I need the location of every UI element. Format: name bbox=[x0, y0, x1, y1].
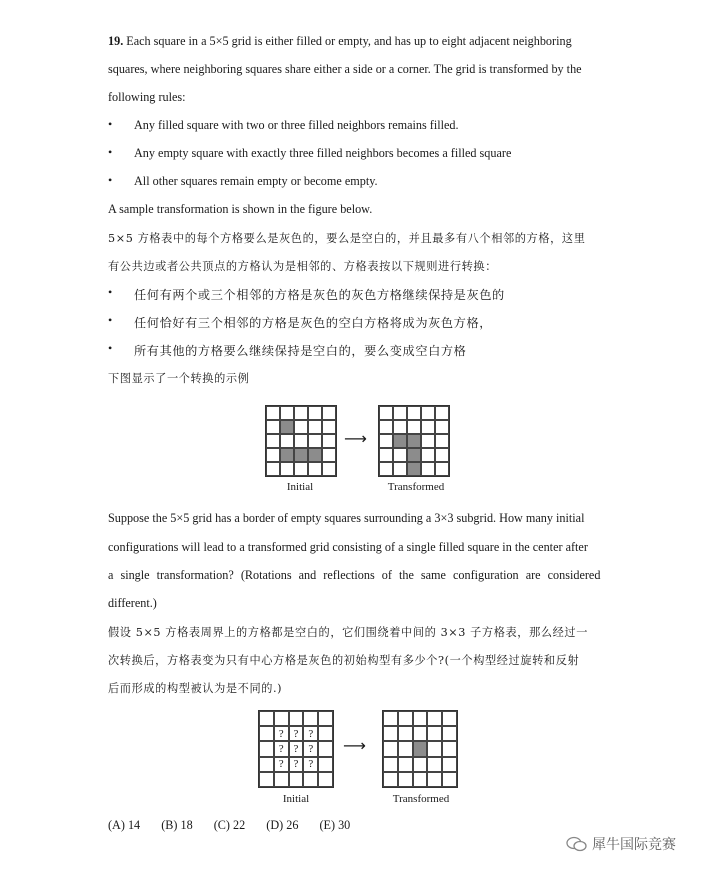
grid-cell bbox=[435, 434, 449, 448]
grid-cell bbox=[280, 406, 294, 420]
fig1-arrow: ⟶ bbox=[344, 429, 367, 448]
grid-cell bbox=[427, 741, 442, 756]
fig1-initial-grid bbox=[265, 405, 337, 477]
grid-cell bbox=[379, 420, 393, 434]
question-line-1: Suppose the 5×5 grid has a border of empty squares surrounding a 3×3 subgrid. How many initial bbox=[108, 511, 585, 525]
grid-cell bbox=[407, 448, 421, 462]
grid-cell: ? bbox=[303, 741, 318, 756]
grid-cell bbox=[421, 434, 435, 448]
grid-cell bbox=[442, 726, 457, 741]
grid-cell bbox=[289, 711, 304, 726]
grid-cell bbox=[259, 741, 274, 756]
grid-cell bbox=[303, 772, 318, 787]
grid-cell bbox=[442, 772, 457, 787]
grid-cell bbox=[383, 711, 398, 726]
grid-cell bbox=[413, 726, 428, 741]
grid-cell bbox=[421, 420, 435, 434]
grid-cell bbox=[383, 741, 398, 756]
grid-cell bbox=[435, 420, 449, 434]
grid-cell bbox=[280, 420, 294, 434]
grid-cell: ? bbox=[303, 757, 318, 772]
grid-cell bbox=[435, 406, 449, 420]
grid-cell bbox=[398, 757, 413, 772]
grid-cell bbox=[318, 726, 333, 741]
grid-cell: ? bbox=[274, 726, 289, 741]
grid-cell bbox=[383, 772, 398, 787]
grid-cell bbox=[274, 772, 289, 787]
grid-cell bbox=[259, 711, 274, 726]
grid-cell bbox=[379, 462, 393, 476]
zh-rule-1: 任何有两个或三个相邻的方格是灰色的灰色方格继续保持是灰色的 bbox=[134, 288, 505, 302]
fig2-initial-grid bbox=[258, 710, 334, 788]
sample-intro: A sample transformation is shown in the figure below. bbox=[108, 202, 373, 216]
zh-line-3: 下图显示了一个转换的示例 bbox=[108, 372, 250, 385]
bullet-1: • bbox=[108, 117, 113, 131]
grid-cell bbox=[280, 434, 294, 448]
grid-cell bbox=[398, 711, 413, 726]
grid-cell bbox=[259, 772, 274, 787]
grid-cell bbox=[322, 406, 336, 420]
grid-cell bbox=[407, 406, 421, 420]
grid-cell bbox=[413, 772, 428, 787]
fig2-transformed-caption: Transformed bbox=[392, 793, 450, 805]
rule-1: Any filled square with two or three filled neighbors remains filled. bbox=[134, 118, 459, 132]
grid-cell bbox=[294, 420, 308, 434]
problem-number: 19. bbox=[108, 34, 124, 48]
question-line-4: different.) bbox=[108, 596, 157, 610]
grid-cell bbox=[407, 420, 421, 434]
grid-cell bbox=[393, 406, 407, 420]
grid-cell bbox=[322, 420, 336, 434]
grid-cell bbox=[308, 462, 322, 476]
grid-cell bbox=[308, 434, 322, 448]
grid-cell bbox=[266, 434, 280, 448]
zh-question-line-1: 假设 5×5 方格表周界上的方格都是空白的，它们围绕着中间的 3×3 子方格表，那么经过一 bbox=[108, 626, 589, 639]
grid-cell bbox=[393, 420, 407, 434]
grid-cell bbox=[379, 434, 393, 448]
grid-cell bbox=[280, 448, 294, 462]
fig1-transformed-grid bbox=[378, 405, 450, 477]
grid-cell bbox=[398, 772, 413, 787]
zh-rule-2: 任何恰好有三个相邻的方格是灰色的空白方格将成为灰色方格， bbox=[134, 316, 493, 330]
grid-cell bbox=[259, 757, 274, 772]
grid-cell bbox=[266, 462, 280, 476]
grid-cell: ? bbox=[303, 726, 318, 741]
grid-cell bbox=[322, 434, 336, 448]
grid-cell bbox=[322, 448, 336, 462]
grid-cell bbox=[421, 462, 435, 476]
question-line-2: configurations will lead to a transformed grid consisting of a single filled square in the center after bbox=[108, 540, 588, 554]
grid-cell bbox=[308, 406, 322, 420]
choice-a[interactable]: (A) 14 bbox=[108, 818, 141, 832]
grid-cell bbox=[303, 711, 318, 726]
zh-bullet-2: • bbox=[108, 313, 113, 327]
fig2-transformed-grid bbox=[382, 710, 458, 788]
wechat-icon bbox=[566, 836, 588, 852]
problem-text: Each square in a 5×5 grid is either filled or empty, and has up to eight adjacent neighboring bbox=[126, 34, 572, 48]
zh-rule-3: 所有其他的方格要么继续保持是空白的，要么变成空白方格 bbox=[134, 344, 467, 358]
zh-question-line-3: 后而形成的构型被认为是不同的.) bbox=[108, 682, 283, 695]
rule-3: All other squares remain empty or become empty. bbox=[134, 174, 378, 188]
grid-cell: ? bbox=[289, 757, 304, 772]
grid-cell bbox=[294, 448, 308, 462]
grid-cell bbox=[294, 406, 308, 420]
grid-cell bbox=[435, 448, 449, 462]
grid-cell bbox=[289, 772, 304, 787]
grid-cell bbox=[266, 448, 280, 462]
grid-cell bbox=[379, 448, 393, 462]
grid-cell bbox=[398, 741, 413, 756]
grid-cell bbox=[259, 726, 274, 741]
choice-d[interactable]: (D) 26 bbox=[266, 818, 299, 832]
grid-cell bbox=[294, 462, 308, 476]
problem-line-3: following rules: bbox=[108, 90, 186, 104]
rule-2: Any empty square with exactly three filled neighbors becomes a filled square bbox=[134, 146, 512, 160]
choice-c[interactable]: (C) 22 bbox=[213, 818, 246, 832]
zh-bullet-3: • bbox=[108, 341, 113, 355]
grid-cell bbox=[318, 772, 333, 787]
choice-b[interactable]: (B) 18 bbox=[161, 818, 193, 832]
grid-cell bbox=[442, 741, 457, 756]
grid-cell bbox=[383, 726, 398, 741]
grid-cell bbox=[393, 462, 407, 476]
grid-cell bbox=[322, 462, 336, 476]
fig1-transformed-caption: Transformed bbox=[387, 481, 445, 493]
grid-cell bbox=[427, 726, 442, 741]
grid-cell bbox=[407, 434, 421, 448]
grid-cell bbox=[442, 711, 457, 726]
grid-cell bbox=[266, 406, 280, 420]
grid-cell bbox=[435, 462, 449, 476]
question-line-3: a single transformation? (Rotations and reflections of the same configuration are considered bbox=[108, 568, 601, 582]
grid-cell bbox=[280, 462, 294, 476]
grid-cell bbox=[398, 726, 413, 741]
zh-line-2: 有公共边或者公共顶点的方格认为是相邻的、方格表按以下规则进行转换： bbox=[108, 260, 497, 273]
bullet-2: • bbox=[108, 145, 113, 159]
grid-cell bbox=[383, 757, 398, 772]
zh-question-line-2: 次转换后，方格表变为只有中心方格是灰色的初始构型有多少个?(一个构型经过旋转和反射 bbox=[108, 654, 580, 667]
answer-choices bbox=[108, 818, 368, 833]
grid-cell bbox=[427, 711, 442, 726]
grid-cell bbox=[413, 741, 428, 756]
grid-cell bbox=[318, 757, 333, 772]
grid-cell bbox=[442, 757, 457, 772]
grid-cell bbox=[421, 448, 435, 462]
grid-cell bbox=[294, 434, 308, 448]
fig1-initial-caption: Initial bbox=[286, 481, 314, 493]
grid-cell bbox=[318, 711, 333, 726]
grid-cell bbox=[413, 711, 428, 726]
grid-cell: ? bbox=[274, 757, 289, 772]
problem-line-1 bbox=[108, 34, 572, 49]
zh-bullet-1: • bbox=[108, 285, 113, 299]
grid-cell: ? bbox=[289, 741, 304, 756]
grid-cell bbox=[427, 757, 442, 772]
fig2-initial-caption: Initial bbox=[282, 793, 310, 805]
fig2-arrow: ⟶ bbox=[343, 736, 366, 755]
grid-cell bbox=[393, 448, 407, 462]
bullet-3: • bbox=[108, 173, 113, 187]
grid-cell bbox=[266, 420, 280, 434]
grid-cell: ? bbox=[289, 726, 304, 741]
grid-cell bbox=[427, 772, 442, 787]
grid-cell bbox=[308, 448, 322, 462]
grid-cell bbox=[308, 420, 322, 434]
grid-cell bbox=[421, 406, 435, 420]
grid-cell bbox=[318, 741, 333, 756]
grid-cell: ? bbox=[274, 741, 289, 756]
grid-cell bbox=[407, 462, 421, 476]
problem-line-2: squares, where neighboring squares share either a side or a corner. The grid is transformed by the bbox=[108, 62, 582, 76]
grid-cell bbox=[393, 434, 407, 448]
grid-cell bbox=[413, 757, 428, 772]
grid-cell bbox=[379, 406, 393, 420]
grid-cell bbox=[274, 711, 289, 726]
watermark-logo: 犀牛国际竞赛 bbox=[592, 837, 676, 853]
zh-line-1: 5×5 方格表中的每个方格要么是灰色的，要么是空白的，并且最多有八个相邻的方格，这里 bbox=[108, 232, 586, 245]
choice-e[interactable]: (E) 30 bbox=[319, 818, 351, 832]
